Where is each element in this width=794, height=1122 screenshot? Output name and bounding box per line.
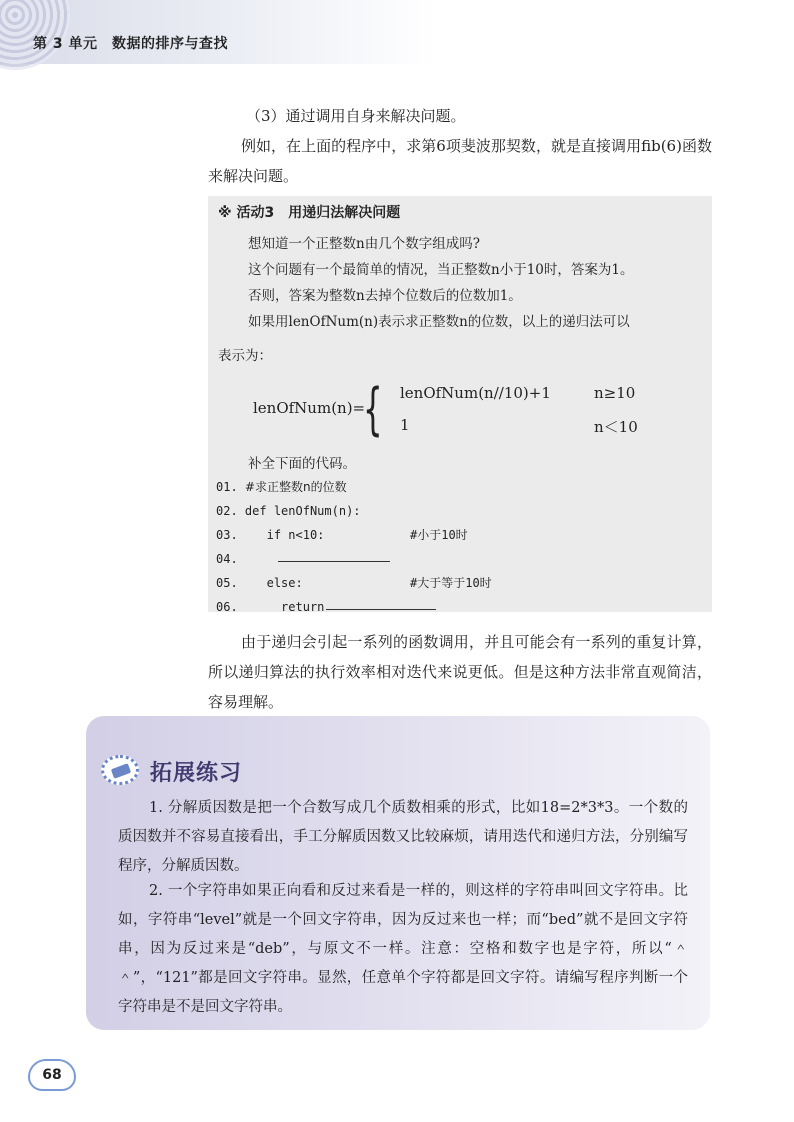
- code-text: return: [252, 600, 325, 614]
- formula-case1-expr: lenOfNum(n//10)+1: [400, 384, 551, 402]
- code-line-number: 02.: [216, 504, 238, 518]
- intro-point-3: （3）通过调用自身来解决问题。: [246, 107, 466, 125]
- activity-line: 表示为：: [218, 348, 272, 364]
- code-text: if n<10:: [252, 528, 325, 542]
- page-number-badge: [28, 1059, 76, 1091]
- code-line-number: 03.: [216, 528, 238, 542]
- code-text: def lenOfNum(n):: [244, 504, 361, 518]
- code-line: [216, 599, 324, 615]
- activity-box: [208, 196, 712, 612]
- intro-example: 例如，在上面的程序中，求第6项斐波那契数，就是直接调用fib(6)函数来解决问题。: [208, 137, 712, 185]
- code-line: [216, 479, 347, 495]
- code-line-number: 06.: [216, 600, 238, 614]
- code-text: #求正整数n的位数: [244, 480, 347, 494]
- activity-line: 这个问题有一个最简单的情况，当正整数n小于10时，答案为1。: [248, 262, 634, 278]
- code-line: [216, 575, 303, 591]
- formula-case1-cond: n≥10: [594, 384, 636, 402]
- code-line-number: 01.: [216, 480, 238, 494]
- exercise-1: 1. 分解质因数是把一个合数写成几个质数相乘的形式，比如18=2*3*3。一个数的质因数并不容易直接看出，手工分解质因数又比较麻烦，请用迭代和递归方法，分别编写程序，分解质因数。: [118, 800, 688, 874]
- code-line: [216, 503, 361, 519]
- unit-title: 第 3 单元 数据的排序与查找: [33, 36, 228, 52]
- code-line: [216, 551, 238, 567]
- activity-line: 想知道一个正整数n由几个数字组成吗?: [248, 236, 480, 252]
- code-line-number: 04.: [216, 552, 238, 566]
- recursion-summary: 由于递归会引起一系列的函数调用，并且可能会有一系列的重复计算，所以递归算法的执行效率相对迭代来说更低。但是这种方法非常直观简洁，容易理解。: [208, 633, 712, 711]
- code-comment: #大于等于10时: [410, 576, 492, 590]
- extension-title: 拓展练习: [150, 761, 243, 786]
- formula-case2-expr: 1: [400, 416, 410, 434]
- code-line: [216, 527, 324, 543]
- page-number: 68: [42, 1067, 62, 1083]
- code-line-number: 05.: [216, 576, 238, 590]
- code-text: else:: [252, 576, 303, 590]
- exercise-2: 2. 一个字符串如果正向看和反过来看是一样的，则这样的字符串叫回文字符串。比如，字符串“level”就是一个回文字符串，因为反过来也一样；而“bed”就不是回文字符串，因为反过来是“deb”，与原文不一样。注意：空格和数字也是字符，所以“＾＾”，“121”都是回文字符串。显然，任意单个字符都是回文字符。请编写程序判断一个字符串是不是回文字符串。: [118, 883, 688, 1015]
- keyboard-icon: [101, 755, 139, 785]
- fill-in-blank-2[interactable]: [326, 609, 436, 610]
- activity-line: 否则，答案为整数n去掉个位数后的位数加1。: [248, 288, 522, 304]
- activity-title: ※ 活动3 用递归法解决问题: [218, 205, 401, 221]
- formula-case2-cond: n＜10: [594, 418, 638, 436]
- fill-in-blank-1[interactable]: [278, 561, 390, 562]
- formula-brace: {: [363, 377, 383, 442]
- formula-lhs: lenOfNum(n)=: [253, 399, 366, 417]
- page-header: [0, 0, 794, 64]
- activity-line: 如果用lenOfNum(n)表示求正整数n的位数，以上的递归法可以: [248, 314, 630, 330]
- code-intro: 补全下面的代码。: [248, 456, 356, 472]
- code-comment: #小于10时: [410, 528, 468, 542]
